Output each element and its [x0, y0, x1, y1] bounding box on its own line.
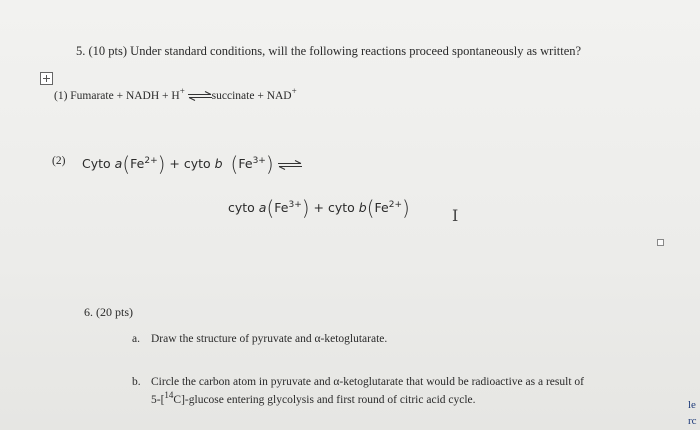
- equilibrium-arrow-icon: [188, 91, 212, 101]
- part-b-line-2-rest: C]-glucose entering glycolysis and first round of citric acid cycle.: [173, 393, 476, 406]
- reaction-1: [54, 86, 297, 102]
- cyto-a-italic: a: [258, 200, 267, 215]
- cyto-b-italic: b: [358, 200, 367, 215]
- expand-plus-icon[interactable]: [40, 72, 53, 85]
- part-b-line-2: [151, 389, 584, 407]
- part-b-letter: b.: [132, 376, 141, 388]
- reaction-2-label: (2): [52, 155, 66, 167]
- isotope-mass-number: 14: [164, 390, 174, 400]
- part-b-text: [151, 376, 584, 407]
- iron-charge: 3+: [252, 155, 266, 166]
- reaction-2-reactants: Cyto $a(Fe^{2+})$ + cyto b $(Fe^{3+})$: [82, 154, 302, 174]
- edge-text-2: rc: [688, 415, 697, 427]
- question-5-text: 5. (10 pts) Under standard conditions, will the following reactions proceed spontaneously as written?: [76, 44, 582, 58]
- iron-charge: 2+: [144, 155, 158, 166]
- iron-charge: 2+: [388, 199, 403, 210]
- iron-label: Fe: [274, 200, 289, 215]
- equilibrium-arrow-icon: [278, 160, 302, 170]
- edge-text-1: le: [688, 399, 696, 411]
- iron-label: Fe: [238, 156, 253, 171]
- text-cursor-icon: I: [452, 206, 459, 225]
- plus-cyto-label: + cyto: [309, 200, 359, 215]
- part-a-letter: a.: [132, 333, 140, 345]
- small-square-icon[interactable]: [657, 239, 664, 246]
- plus-cyto-label: + cyto: [165, 156, 215, 171]
- reaction-1-hplus-charge: +: [179, 86, 185, 96]
- part-b-line-1: Circle the carbon atom in pyruvate and α-ketoglutarate that would be radioactive as a result of: [151, 376, 584, 388]
- question-6-text: 6. (20 pts): [84, 305, 133, 319]
- reaction-1-reactants: (1) Fumarate + NADH + H: [54, 89, 180, 102]
- reaction-1-products: succinate + NAD: [211, 89, 292, 102]
- iron-label: Fe: [374, 200, 389, 215]
- reaction-2-products: cyto $a(Fe^{3+})$ + cyto $b(Fe^{2+})$: [228, 196, 410, 220]
- cyto-a-label: cyto: [228, 200, 259, 215]
- part-a-text: Draw the structure of pyruvate and α-ketoglutarate.: [151, 333, 388, 345]
- cyto-b-italic: b: [214, 156, 223, 171]
- reaction-1-nad-charge: +: [291, 86, 297, 96]
- iron-label: Fe: [130, 156, 145, 171]
- iron-charge: 3+: [288, 199, 302, 210]
- cyto-a-label: Cyto: [82, 156, 115, 171]
- cyto-a-italic: a: [114, 156, 123, 171]
- part-b-line-2-prefix: 5-[: [151, 393, 165, 406]
